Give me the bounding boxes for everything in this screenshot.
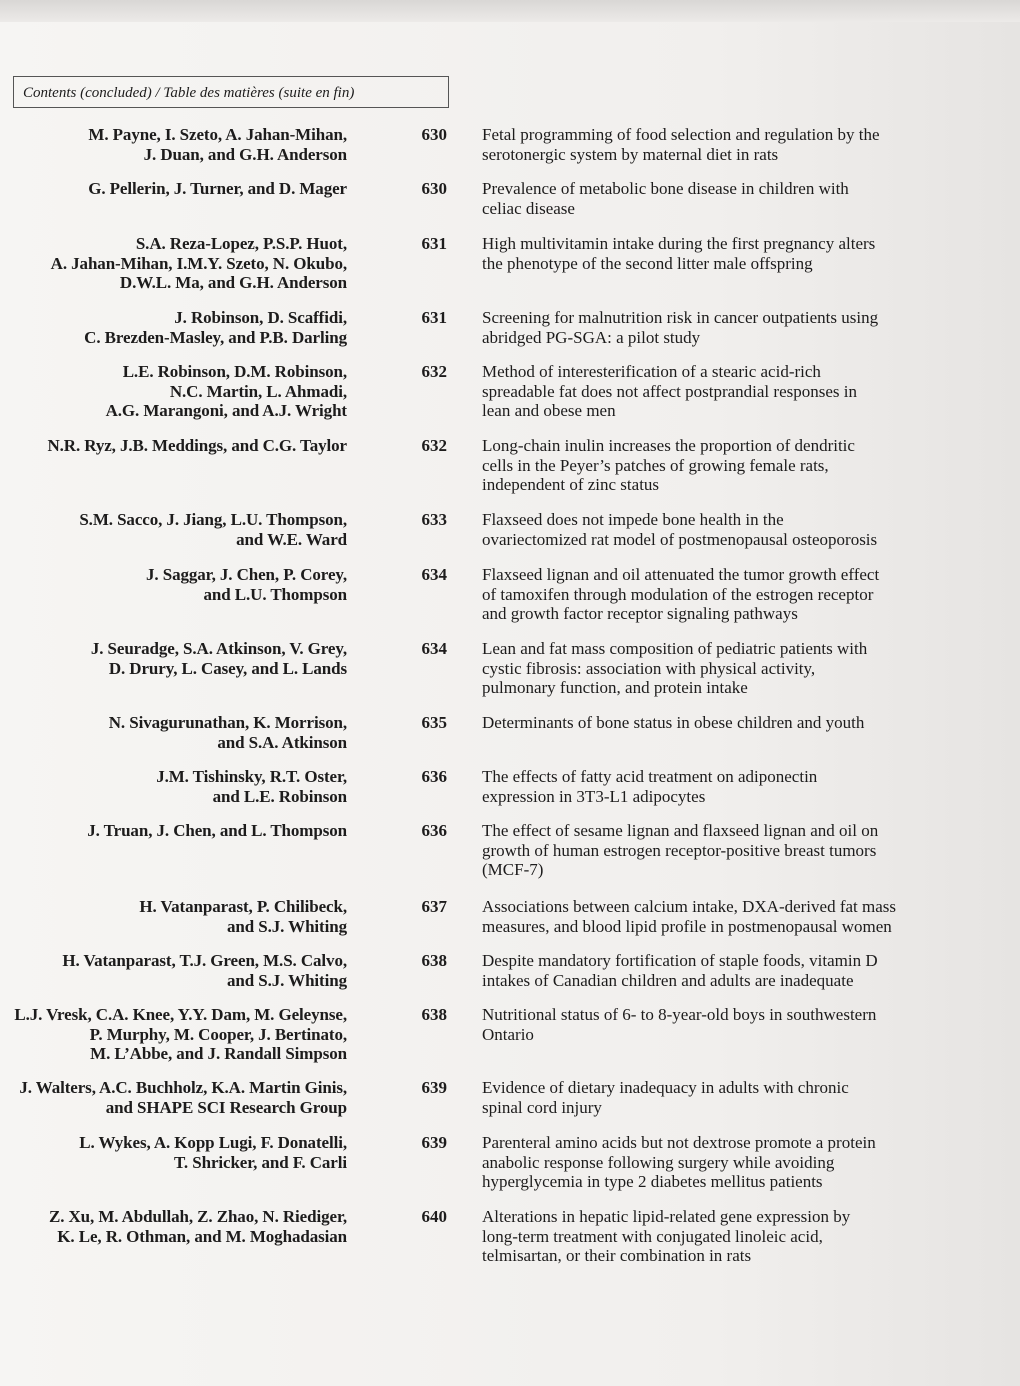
title-line: Prevalence of metabolic bone disease in children with [482, 179, 849, 198]
author-line: and SHAPE SCI Research Group [105, 1097, 347, 1117]
author-line: D.W.L. Ma, and G.H. Anderson [119, 273, 347, 292]
title-line: spreadable fat does not affect postprandial responses in [482, 381, 857, 401]
author-line: H. Vatanparast, P. Chilibeck, [139, 897, 347, 916]
entry-page-number: 639 [421, 1078, 447, 1097]
title-line: cells in the Peyer’s patches of growing female rats, [482, 455, 829, 475]
entry-page-number: 634 [421, 639, 447, 658]
entry-authors [2, 713, 347, 752]
title-line: Ontario [482, 1024, 534, 1044]
contents-header [13, 76, 449, 108]
entry-title [482, 951, 937, 990]
entry-authors [2, 897, 347, 936]
author-line: J. Seuradge, S.A. Atkinson, V. Grey, [90, 639, 347, 658]
entry-authors [2, 639, 347, 678]
entry-authors [2, 510, 347, 549]
entry-authors [2, 821, 347, 841]
title-line: The effects of fatty acid treatment on adiponectin [482, 767, 818, 786]
author-line: P. Murphy, M. Cooper, J. Bertinato, [89, 1024, 347, 1044]
title-line: telmisartan, or their combination in rats [482, 1246, 752, 1265]
author-line: J. Duan, and G.H. Anderson [143, 144, 347, 164]
entry-authors [2, 1207, 347, 1246]
entry-authors [2, 767, 347, 806]
entry-page-number: 631 [421, 234, 447, 253]
entry-title [482, 362, 937, 421]
author-line: S.A. Reza-Lopez, P.S.P. Huot, [135, 234, 347, 253]
title-line: High multivitamin intake during the first pregnancy alters [482, 234, 876, 253]
entry-title [482, 821, 937, 880]
author-line: and W.E. Ward [236, 529, 347, 549]
title-line: Flaxseed lignan and oil attenuated the tumor growth effect [482, 565, 880, 584]
title-line: of tamoxifen through modulation of the estrogen receptor [482, 584, 874, 604]
title-line: the phenotype of the second litter male offspring [482, 253, 813, 273]
entry-page-number: 640 [421, 1207, 447, 1226]
author-line: S.M. Sacco, J. Jiang, L.U. Thompson, [79, 510, 347, 529]
entry-authors [2, 565, 347, 604]
entry-page-number: 630 [421, 179, 447, 198]
entry-title [482, 639, 937, 698]
entry-authors [2, 362, 347, 421]
title-line: The effect of sesame lignan and flaxseed lignan and oil on [482, 821, 879, 840]
entry-page-number: 638 [421, 951, 447, 970]
author-line: L.E. Robinson, D.M. Robinson, [122, 362, 347, 381]
title-line: long-term treatment with conjugated linoleic acid, [482, 1226, 823, 1246]
title-line: Flaxseed does not impede bone health in the [482, 510, 784, 529]
author-line: D. Drury, L. Casey, and L. Lands [108, 658, 347, 678]
entry-title [482, 1005, 937, 1044]
author-line: A.G. Marangoni, and A.J. Wright [105, 401, 347, 420]
entry-page-number: 631 [421, 308, 447, 327]
entry-authors [2, 179, 347, 199]
entry-title [482, 125, 937, 164]
title-line: serotonergic system by maternal diet in rats [482, 144, 779, 164]
author-line: N.C. Martin, L. Ahmadi, [169, 381, 347, 401]
author-line: L. Wykes, A. Kopp Lugi, F. Donatelli, [79, 1133, 347, 1152]
title-line: Lean and fat mass composition of pediatric patients with [482, 639, 868, 658]
entry-page-number: 633 [421, 510, 447, 529]
entry-authors [2, 1005, 347, 1064]
entry-authors [2, 436, 347, 456]
author-line: and S.J. Whiting [227, 970, 347, 990]
title-line: abridged PG-SGA: a pilot study [482, 327, 701, 347]
title-line: Despite mandatory fortification of staple foods, vitamin D [482, 951, 878, 970]
page-top-edge [0, 0, 1020, 22]
entry-title [482, 767, 937, 806]
entry-authors [2, 951, 347, 990]
title-line: Determinants of bone status in obese children and youth [482, 713, 865, 732]
entry-page-number: 637 [421, 897, 447, 916]
author-line: J. Truan, J. Chen, and L. Thompson [87, 821, 347, 840]
author-line: C. Brezden-Masley, and P.B. Darling [84, 327, 347, 347]
title-line: ovariectomized rat model of postmenopausal osteoporosis [482, 529, 878, 549]
entry-page-number: 630 [421, 125, 447, 144]
author-line: K. Le, R. Othman, and M. Moghadasian [57, 1226, 347, 1246]
author-line: and L.E. Robinson [212, 786, 347, 806]
author-line: and S.A. Atkinson [217, 732, 347, 752]
entry-page-number: 635 [421, 713, 447, 732]
entry-title [482, 1207, 937, 1266]
title-line: celiac disease [482, 198, 575, 218]
author-line: N. Sivagurunathan, K. Morrison, [108, 713, 347, 732]
author-line: M. Payne, I. Szeto, A. Jahan-Mihan, [88, 125, 347, 144]
title-line: pulmonary function, and protein intake [482, 678, 748, 697]
entry-page-number: 638 [421, 1005, 447, 1024]
author-line: M. L’Abbe, and J. Randall Simpson [90, 1044, 347, 1063]
entry-title [482, 510, 937, 549]
author-line: L.J. Vresk, C.A. Knee, Y.Y. Dam, M. Geleynse, [14, 1005, 347, 1024]
entry-title [482, 565, 937, 624]
title-line: Evidence of dietary inadequacy in adults with chronic [482, 1078, 849, 1097]
author-line: T. Shricker, and F. Carli [173, 1152, 347, 1172]
entry-authors [2, 1133, 347, 1172]
title-line: anabolic response following surgery while avoiding [482, 1152, 835, 1172]
title-line: Method of interesterification of a stearic acid-rich [482, 362, 821, 381]
title-line: and growth factor receptor signaling pathways [482, 604, 798, 623]
title-line: Parenteral amino acids but not dextrose promote a protein [482, 1133, 876, 1152]
title-line: (MCF-7) [482, 860, 544, 879]
author-line: and L.U. Thompson [203, 584, 347, 604]
entry-title [482, 436, 937, 495]
title-line: hyperglycemia in type 2 diabetes mellitus patients [482, 1172, 823, 1191]
title-line: measures, and blood lipid profile in postmenopausal women [482, 916, 892, 936]
title-line: Fetal programming of food selection and regulation by the [482, 125, 880, 144]
entry-authors [2, 308, 347, 347]
entry-title [482, 179, 937, 218]
author-line: G. Pellerin, J. Turner, and D. Mager [88, 179, 347, 198]
entry-title [482, 234, 937, 273]
author-line: H. Vatanparast, T.J. Green, M.S. Calvo, [62, 951, 347, 970]
author-line: J.M. Tishinsky, R.T. Oster, [156, 767, 347, 786]
entry-authors [2, 1078, 347, 1117]
contents-header-caption: Contents (concluded) / Table des matières (suite en fin) [23, 85, 355, 101]
entry-title [482, 1078, 937, 1117]
entry-title [482, 897, 937, 936]
title-line: intakes of Canadian children and adults are inadequate [482, 970, 854, 990]
entry-authors [2, 125, 347, 164]
entry-page-number: 634 [421, 565, 447, 584]
title-line: Long-chain inulin increases the proportion of dendritic [482, 436, 855, 455]
author-line: N.R. Ryz, J.B. Meddings, and C.G. Taylor [47, 436, 347, 455]
title-line: Associations between calcium intake, DXA-derived fat mass [482, 897, 897, 916]
title-line: Screening for malnutrition risk in cancer outpatients using [482, 308, 879, 327]
title-line: expression in 3T3-L1 adipocytes [482, 786, 706, 806]
entry-authors [2, 234, 347, 293]
entry-page-number: 636 [421, 821, 447, 840]
entry-page-number: 636 [421, 767, 447, 786]
title-line: independent of zinc status [482, 475, 660, 494]
entry-page-number: 632 [421, 362, 447, 381]
author-line: J. Saggar, J. Chen, P. Corey, [146, 565, 347, 584]
title-line: lean and obese men [482, 401, 616, 420]
title-line: growth of human estrogen receptor-positive breast tumors [482, 840, 877, 860]
author-line: J. Walters, A.C. Buchholz, K.A. Martin Ginis, [19, 1078, 347, 1097]
entry-title [482, 308, 937, 347]
author-line: Z. Xu, M. Abdullah, Z. Zhao, N. Riediger, [48, 1207, 347, 1226]
title-line: Alterations in hepatic lipid-related gene expression by [482, 1207, 851, 1226]
author-line: and S.J. Whiting [227, 916, 347, 936]
title-line: cystic fibrosis: association with physical activity, [482, 658, 816, 678]
entry-page-number: 632 [421, 436, 447, 455]
author-line: J. Robinson, D. Scaffidi, [174, 308, 347, 327]
author-line: A. Jahan-Mihan, I.M.Y. Szeto, N. Okubo, [50, 253, 347, 273]
entry-page-number: 639 [421, 1133, 447, 1152]
title-line: spinal cord injury [482, 1097, 602, 1117]
title-line: Nutritional status of 6- to 8-year-old boys in southwestern [482, 1005, 877, 1024]
entry-title [482, 1133, 937, 1192]
entry-title [482, 713, 937, 733]
